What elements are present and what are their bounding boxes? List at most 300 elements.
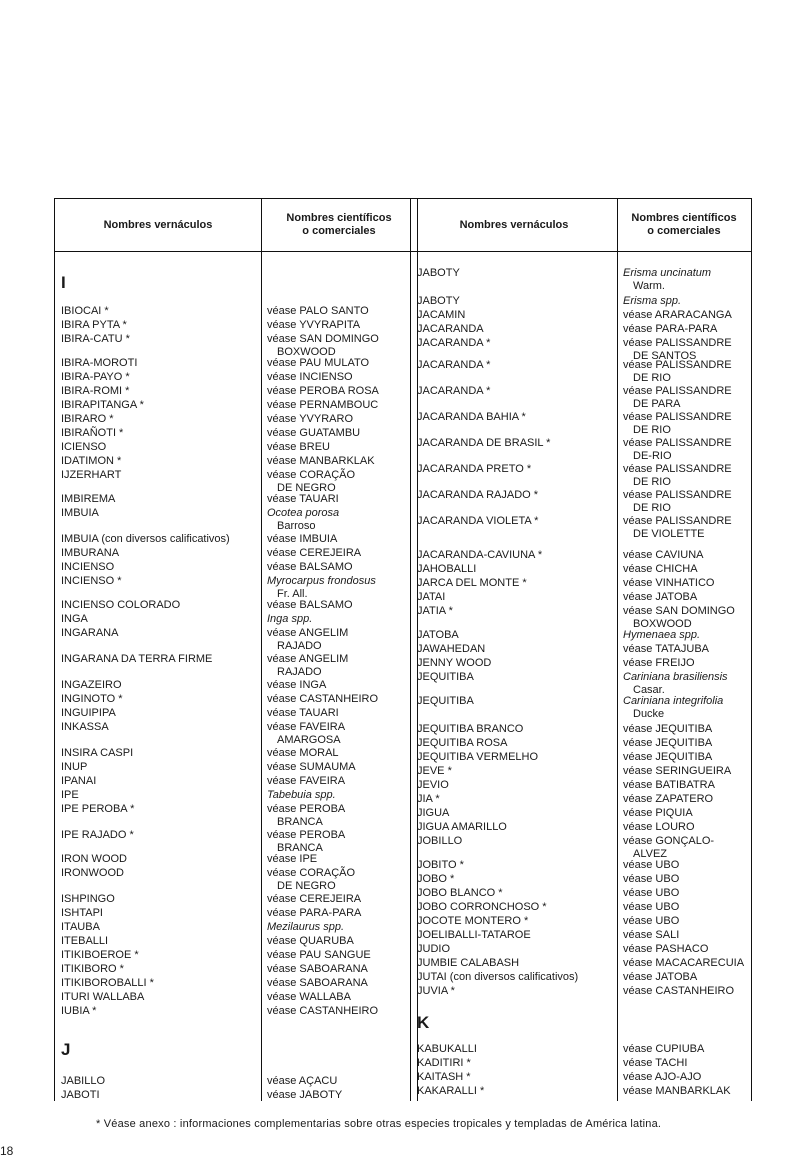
scientific-name-line: véase UBO: [623, 859, 680, 871]
scientific-name: [623, 957, 744, 970]
scientific-name-line: véase PALISSANDRE: [623, 515, 732, 527]
scientific-name-line: véase PAU SANGUE: [267, 949, 371, 961]
scientific-name-continuation: DE NEGRO: [277, 482, 336, 494]
scientific-name-line: véase PIQUIA: [623, 807, 693, 819]
scientific-name: [267, 455, 375, 468]
vernacular-name: JACARANDA DE BRASIL *: [417, 437, 551, 449]
vernacular-name: JABOTY: [417, 295, 460, 307]
vernacular-name: INCIENSO COLORADO: [61, 599, 181, 611]
scientific-name-continuation: Ducke: [633, 708, 665, 720]
scientific-name-line: véase PARA-PARA: [623, 323, 718, 335]
scientific-name-continuation: Casar.: [633, 684, 665, 696]
vernacular-name: JUTAI (con diversos calificativos): [417, 971, 579, 983]
vernacular-name: IMBUIA (con diversos calificativos): [61, 533, 230, 545]
scientific-name-line: véase UBO: [623, 915, 680, 927]
scientific-name-line: véase JATOBA: [623, 971, 698, 983]
scientific-name: [623, 751, 712, 764]
vernacular-name: JOELIBALLI-TATAROE: [417, 929, 531, 941]
vernacular-name: IMBUIA: [61, 507, 99, 519]
scientific-name-continuation: RAJADO: [277, 666, 322, 678]
vernacular-name: IBIOCAI *: [61, 305, 109, 317]
vernacular-name: JEQUITIBA BRANCO: [417, 723, 524, 735]
scientific-name-continuation: Barroso: [277, 520, 316, 532]
scientific-name-line: véase PALISSANDRE: [623, 437, 732, 449]
scientific-name: [267, 1075, 337, 1088]
scientific-name: [623, 671, 728, 697]
right-table-header: [411, 199, 751, 252]
left-table-header: [55, 199, 417, 252]
vernacular-name: IBIRA-ROMI *: [61, 385, 130, 397]
scientific-name-line: véase SALI: [623, 929, 680, 941]
vernacular-name: INSIRA CASPI: [61, 747, 134, 759]
scientific-name-line: véase PEROBA ROSA: [267, 385, 379, 397]
scientific-name-line: véase FAVEIRA: [267, 775, 346, 787]
scientific-name-line: véase JEQUITIBA: [623, 723, 713, 735]
scientific-name-continuation: DE RIO: [633, 476, 671, 488]
scientific-name-line: véase INGA: [267, 679, 327, 691]
vernacular-name: IPE PEROBA *: [61, 803, 135, 815]
vernacular-name: JABOTI: [61, 1089, 100, 1101]
vernacular-name: JIA *: [417, 793, 440, 805]
scientific-name-continuation: ALVEZ: [633, 848, 668, 860]
scientific-name: [267, 977, 368, 990]
vernacular-name: JACARANDA RAJADO *: [417, 489, 539, 501]
scientific-name-line: Tabebuia spp.: [267, 789, 336, 801]
scientific-name-line: véase PALO SANTO: [267, 305, 369, 317]
scientific-name-continuation: DE VIOLETTE: [633, 528, 705, 540]
vernacular-name: IPE: [61, 789, 79, 801]
scientific-name: [623, 873, 679, 886]
scientific-name: [623, 695, 723, 721]
scientific-name-line: véase SABOARANA: [267, 977, 368, 989]
scientific-name-line: véase JABOTY: [267, 1089, 343, 1101]
scientific-name-line: véase PALISSANDRE: [623, 359, 732, 371]
scientific-name: [267, 507, 339, 533]
scientific-name-line: véase SERINGUEIRA: [623, 765, 732, 777]
scientific-name: [267, 949, 371, 962]
scientific-name: [267, 561, 353, 574]
vernacular-name: JACARANDA *: [417, 385, 491, 397]
scientific-name: [623, 577, 715, 590]
scientific-name-line: Myrocarpus frondosus: [267, 575, 376, 587]
vernacular-name: JEQUITIBA: [417, 671, 474, 683]
header-vernacular: Nombres vernáculos: [459, 218, 569, 231]
scientific-name-line: véase AÇACU: [267, 1075, 338, 1087]
vernacular-name: JABILLO: [61, 1075, 106, 1087]
scientific-name-line: véase BREU: [267, 441, 330, 453]
scientific-name-continuation: DE SANTOS: [633, 350, 697, 362]
scientific-name: [623, 323, 717, 336]
vernacular-name: ISHPINGO: [61, 893, 115, 905]
scientific-name: [623, 1043, 704, 1056]
scientific-name: [267, 775, 345, 788]
scientific-name-line: véase YVYRAPITA: [267, 319, 361, 331]
vernacular-name: JACARANDA VIOLETA *: [417, 515, 539, 527]
scientific-name-line: véase FAVEIRA: [267, 721, 346, 733]
scientific-name-line: véase CAVIUNA: [623, 549, 704, 561]
scientific-name-line: véase CASTANHEIRO: [267, 693, 379, 705]
vernacular-name: IMBURANA: [61, 547, 120, 559]
scientific-name-line: véase JATOBA: [623, 591, 698, 603]
vernacular-name: JACAMIN: [417, 309, 466, 321]
left-table-body: [55, 253, 417, 1101]
scientific-name-line: Erisma uncinatum: [623, 267, 712, 279]
vernacular-name: IBIRARO *: [61, 413, 114, 425]
scientific-name: [623, 985, 734, 998]
scientific-name: [267, 319, 360, 332]
scientific-name-continuation: BRANCA: [277, 816, 323, 828]
scientific-name: [267, 333, 379, 359]
scientific-name-line: véase BALSAMO: [267, 599, 353, 611]
scientific-name-line: véase SAN DOMINGO: [267, 333, 379, 345]
scientific-name-line: véase PASHACO: [623, 943, 709, 955]
vernacular-name: IBIRA-CATU *: [61, 333, 130, 345]
vernacular-name: JACARANDA *: [417, 359, 491, 371]
scientific-name: [267, 305, 369, 318]
vernacular-name: JIGUA AMARILLO: [417, 821, 507, 833]
scientific-name: [267, 357, 369, 370]
scientific-name: [267, 707, 339, 720]
scientific-name: [267, 803, 345, 829]
section-letter-i: I: [61, 273, 66, 292]
footnote: * Véase anexo : informaciones complementarias sobre otras especies tropicales y templadas de América latina.: [96, 1118, 662, 1130]
vernacular-name: JUVIA *: [417, 985, 455, 997]
scientific-name-line: véase TATAJUBA: [623, 643, 709, 655]
scientific-name: [267, 469, 355, 495]
scientific-name-line: véase SUMAUMA: [267, 761, 356, 773]
scientific-name-line: véase MANBARKLAK: [267, 455, 375, 467]
vernacular-name: IRONWOOD: [61, 867, 124, 879]
scientific-name-continuation: DE-RIO: [633, 450, 672, 462]
scientific-name-line: véase IPE: [267, 853, 318, 865]
scientific-name: [267, 761, 356, 774]
vernacular-name: INUP: [61, 761, 88, 773]
scientific-name-line: véase TAUARI: [267, 707, 339, 719]
scientific-name-continuation: BOXWOOD: [633, 618, 692, 630]
scientific-name-line: Inga spp.: [267, 613, 313, 625]
scientific-name: [267, 963, 368, 976]
scientific-name: [623, 359, 732, 385]
section-letter-k: K: [417, 1013, 430, 1032]
scientific-name: [267, 413, 353, 426]
right-table-body: [411, 253, 751, 1101]
vernacular-name: KABUKALLI: [417, 1043, 477, 1055]
scientific-name-line: véase FREIJO: [623, 657, 695, 669]
header-scientific-line2: o comerciales: [302, 225, 376, 237]
header-vernacular: Nombres vernáculos: [103, 218, 213, 231]
scientific-name-line: véase PARA-PARA: [267, 907, 362, 919]
scientific-name-line: véase AJO-AJO: [623, 1071, 702, 1083]
vernacular-name: ICIENSO: [61, 441, 107, 453]
vernacular-name: JUDIO: [417, 943, 450, 955]
vernacular-name: JACARANDA: [417, 323, 484, 335]
scientific-name: [267, 399, 378, 412]
scientific-name: [623, 859, 679, 872]
vernacular-name: KADITIRI *: [417, 1057, 471, 1069]
scientific-name: [267, 385, 379, 398]
scientific-name: [267, 921, 344, 934]
scientific-name-line: véase UBO: [623, 901, 680, 913]
scientific-name: [267, 1005, 378, 1018]
scientific-name-line: véase TACHI: [623, 1057, 688, 1069]
scientific-name: [267, 935, 354, 948]
scientific-name: [623, 515, 732, 541]
vernacular-name: JAHOBALLI: [417, 563, 477, 575]
scientific-name-line: véase QUARUBA: [267, 935, 354, 947]
scientific-name: [267, 893, 361, 906]
vernacular-name: INGARANA DA TERRA FIRME: [61, 653, 213, 665]
vernacular-name: IMBIREMA: [61, 493, 116, 505]
scientific-name-line: Cariniana integrifolia: [623, 695, 724, 707]
scientific-name: [623, 267, 711, 293]
vernacular-name: JEVIO: [417, 779, 449, 791]
scientific-name: [267, 653, 348, 679]
scientific-name-line: véase PERNAMBOUC: [267, 399, 379, 411]
scientific-name-line: véase PEROBA: [267, 803, 346, 815]
vernacular-name: JACARANDA-CAVIUNA *: [417, 549, 543, 561]
scientific-name: [623, 295, 681, 308]
scientific-name: [267, 1089, 342, 1102]
scientific-name: [267, 789, 336, 802]
scientific-name-line: véase PALISSANDRE: [623, 337, 732, 349]
vernacular-name: IJZERHART: [61, 469, 122, 481]
scientific-name-line: véase PALISSANDRE: [623, 463, 732, 475]
scientific-name-line: véase CORAÇÃO: [267, 469, 356, 481]
scientific-name-line: Ocotea porosa: [267, 507, 340, 519]
vernacular-name: IPE RAJADO *: [61, 829, 134, 841]
vernacular-name: ISHTAPI: [61, 907, 103, 919]
vernacular-name: IRON WOOD: [61, 853, 127, 865]
scientific-name: [267, 679, 326, 692]
scientific-name-line: véase CHICHA: [623, 563, 698, 575]
header-scientific: [261, 199, 417, 251]
scientific-name: [267, 853, 317, 866]
scientific-name-line: Erisma spp.: [623, 295, 682, 307]
scientific-name-line: véase ANGELIM: [267, 653, 349, 665]
vernacular-name: ITEBALLI: [61, 935, 109, 947]
scientific-name: [623, 629, 700, 642]
scientific-name: [623, 385, 732, 411]
vernacular-name: INGA: [61, 613, 88, 625]
scientific-name: [623, 437, 732, 463]
scientific-name: [267, 575, 376, 601]
vernacular-name: JOBO BLANCO *: [417, 887, 503, 899]
scientific-name: [267, 533, 337, 546]
scientific-name-line: véase MORAL: [267, 747, 339, 759]
scientific-name: [623, 463, 732, 489]
scientific-name-continuation: BRANCA: [277, 842, 323, 854]
scientific-name-line: Mezilaurus spp.: [267, 921, 345, 933]
scientific-name-line: véase UBO: [623, 887, 680, 899]
right-table: [410, 198, 752, 1101]
vernacular-name: INKASSA: [61, 721, 109, 733]
scientific-name: [623, 737, 712, 750]
scientific-name-line: véase GONÇALO-: [623, 835, 715, 847]
scientific-name-line: véase PALISSANDRE: [623, 411, 732, 423]
left-table: [54, 198, 418, 1101]
vernacular-name: INGARANA: [61, 627, 119, 639]
vernacular-name: IBIRA-PAYO *: [61, 371, 130, 383]
scientific-name: [267, 441, 330, 454]
scientific-name-line: véase CEREJEIRA: [267, 547, 362, 559]
scientific-name: [623, 821, 695, 834]
scientific-name: [267, 493, 339, 506]
scientific-name-continuation: DE RIO: [633, 502, 671, 514]
scientific-name: [623, 591, 697, 604]
vernacular-name: INGAZEIRO: [61, 679, 122, 691]
scientific-name: [267, 613, 312, 626]
scientific-name-line: véase JEQUITIBA: [623, 751, 713, 763]
vernacular-name: IDATIMON *: [61, 455, 122, 467]
scientific-name-continuation: DE RIO: [633, 372, 671, 384]
vernacular-name: JOBO CORRONCHOSO *: [417, 901, 547, 913]
scientific-name: [623, 887, 679, 900]
scientific-name: [623, 1071, 701, 1084]
vernacular-name: JUMBIE CALABASH: [417, 957, 520, 969]
scientific-name: [623, 901, 679, 914]
scientific-name-line: véase YVYRARO: [267, 413, 354, 425]
vernacular-name: INGINOTO *: [61, 693, 123, 705]
scientific-name: [623, 309, 732, 322]
vernacular-name: ITIKIBOEROE *: [61, 949, 139, 961]
vernacular-name: ITIKIBOROBALLI *: [61, 977, 154, 989]
scientific-name: [267, 829, 345, 855]
vernacular-name: JARCA DEL MONTE *: [417, 577, 527, 589]
scientific-name: [623, 929, 679, 942]
header-scientific: [617, 199, 751, 251]
scientific-name: [623, 657, 695, 670]
scientific-name-line: véase LOURO: [623, 821, 695, 833]
scientific-name-line: véase JEQUITIBA: [623, 737, 713, 749]
scientific-name-line: véase ARARACANGA: [623, 309, 732, 321]
vernacular-name: ITIKIBORO *: [61, 963, 124, 975]
scientific-name-line: véase MANBARKLAK: [623, 1085, 731, 1097]
scientific-name: [623, 723, 712, 736]
scientific-name: [267, 907, 361, 920]
scientific-name: [267, 547, 361, 560]
vernacular-name: INGUIPIPA: [61, 707, 116, 719]
scientific-name-line: Hymenaea spp.: [623, 629, 701, 641]
scientific-name: [623, 943, 708, 956]
scientific-name: [623, 489, 732, 515]
vernacular-name: KAITASH *: [417, 1071, 471, 1083]
vernacular-name: INCIENSO *: [61, 575, 122, 587]
vernacular-name: ITAUBA: [61, 921, 100, 933]
vernacular-name: JEQUITIBA: [417, 695, 474, 707]
scientific-name-line: véase TAUARI: [267, 493, 339, 505]
scientific-name-continuation: DE PARA: [633, 398, 681, 410]
scientific-name-line: véase SABOARANA: [267, 963, 368, 975]
header-scientific-line1: Nombres científicos: [286, 212, 392, 224]
scientific-name: [623, 779, 715, 792]
vernacular-name: IBIRAPITANGA *: [61, 399, 144, 411]
scientific-name-continuation: DE RIO: [633, 424, 671, 436]
scientific-name-line: véase ANGELIM: [267, 627, 349, 639]
scientific-name-line: véase CEREJEIRA: [267, 893, 362, 905]
vernacular-name: JAWAHEDAN: [417, 643, 486, 655]
vernacular-name: JOBITO *: [417, 859, 464, 871]
scientific-name-continuation: RAJADO: [277, 640, 322, 652]
vernacular-name: JENNY WOOD: [417, 657, 492, 669]
vernacular-name: JOBILLO: [417, 835, 463, 847]
scientific-name-line: véase BATIBATRA: [623, 779, 715, 791]
scientific-name: [623, 1085, 731, 1098]
scientific-name: [267, 867, 355, 893]
scientific-name: [623, 835, 714, 861]
scientific-name-line: véase UBO: [623, 873, 680, 885]
scientific-name: [623, 807, 693, 820]
vernacular-name: JIGUA: [417, 807, 450, 819]
page-number: 18: [0, 1144, 14, 1158]
scientific-name: [267, 427, 360, 440]
vernacular-name: JATIA *: [417, 605, 453, 617]
vernacular-name: IPANAI: [61, 775, 97, 787]
scientific-name: [267, 599, 353, 612]
vernacular-name: JACARANDA PRETO *: [417, 463, 532, 475]
vernacular-name: IBIRAÑOTI *: [61, 427, 124, 439]
vernacular-name: JEQUITIBA VERMELHO: [417, 751, 539, 763]
scientific-name: [267, 371, 353, 384]
vernacular-name: IBIRA-MOROTI: [61, 357, 138, 369]
scientific-name: [267, 747, 339, 760]
vernacular-name: IUBIA *: [61, 1005, 97, 1017]
scientific-name-line: véase PEROBA: [267, 829, 346, 841]
scientific-name-continuation: Warm.: [633, 280, 665, 292]
vernacular-name: JACARANDA BAHIA *: [417, 411, 526, 423]
scientific-name: [623, 643, 709, 656]
scientific-name-line: véase PALISSANDRE: [623, 385, 732, 397]
scientific-name-line: véase PALISSANDRE: [623, 489, 732, 501]
scientific-name-continuation: BOXWOOD: [277, 346, 336, 358]
scientific-name-line: Cariniana brasiliensis: [623, 671, 728, 683]
vernacular-name: IBIRA PYTA *: [61, 319, 127, 331]
scientific-name: [623, 411, 732, 437]
scientific-name: [623, 605, 735, 631]
scientific-name: [623, 793, 713, 806]
scientific-name-continuation: DE NEGRO: [277, 880, 336, 892]
scientific-name-line: véase CORAÇÃO: [267, 867, 356, 879]
scientific-name: [267, 627, 348, 653]
scientific-name-line: véase CUPIUBA: [623, 1043, 705, 1055]
scientific-name: [267, 991, 351, 1004]
scientific-name-line: véase INCIENSO: [267, 371, 353, 383]
vernacular-name: JABOTY: [417, 267, 460, 279]
scientific-name: [267, 721, 345, 747]
scientific-name: [623, 1057, 687, 1070]
scientific-name-line: véase PAU MULATO: [267, 357, 370, 369]
section-letter-j: J: [61, 1040, 71, 1059]
scientific-name: [623, 915, 679, 928]
scientific-name: [623, 549, 704, 562]
scientific-name: [267, 693, 378, 706]
header-scientific-line1: Nombres científicos: [631, 212, 737, 224]
vernacular-name: JATAI: [417, 591, 446, 603]
vernacular-name: JATOBA: [417, 629, 459, 641]
scientific-name-line: véase ZAPATERO: [623, 793, 714, 805]
vernacular-name: INCIENSO: [61, 561, 115, 573]
scientific-name-line: véase CASTANHEIRO: [267, 1005, 379, 1017]
scientific-name: [623, 563, 698, 576]
scientific-name-line: véase CASTANHEIRO: [623, 985, 735, 997]
header-scientific-line2: o comerciales: [647, 225, 721, 237]
scientific-name-line: véase VINHATICO: [623, 577, 715, 589]
scientific-name-continuation: Fr. All.: [277, 588, 308, 600]
scientific-name-line: véase BALSAMO: [267, 561, 353, 573]
scientific-name: [623, 765, 731, 778]
vernacular-name: JEQUITIBA ROSA: [417, 737, 508, 749]
scientific-name-line: véase IMBUIA: [267, 533, 338, 545]
vernacular-name: ITURI WALLABA: [61, 991, 145, 1003]
